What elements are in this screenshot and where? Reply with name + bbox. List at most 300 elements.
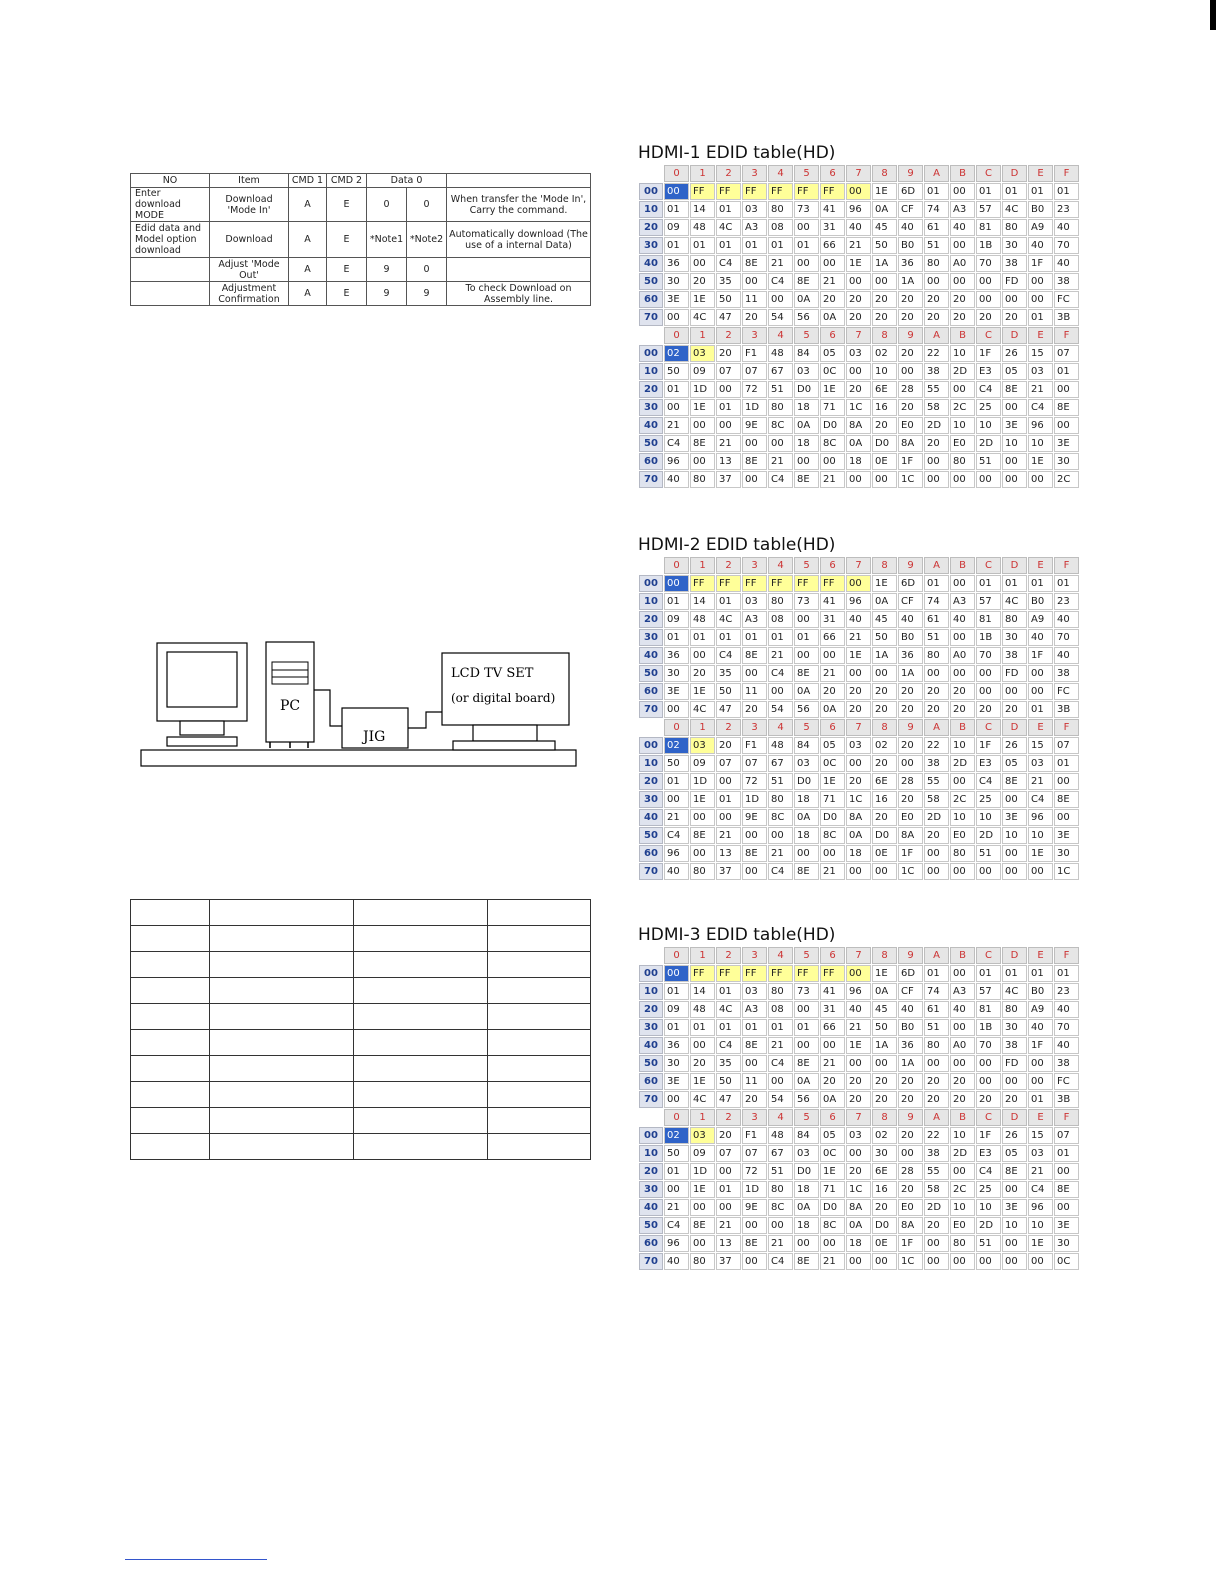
edid-column-header: 4: [768, 947, 793, 964]
edid-hex-cell: 01: [1028, 965, 1053, 982]
edid-row-header: 00: [639, 183, 663, 200]
edid-hex-cell: 00: [924, 471, 949, 488]
edid-hex-cell: 61: [924, 219, 949, 236]
edid-corner: [639, 327, 663, 344]
edid-column-header: B: [950, 327, 975, 344]
edid-hex-cell: 00: [690, 1199, 715, 1216]
edid-hex-cell: 4C: [716, 611, 741, 628]
edid-hex-cell: C4: [716, 255, 741, 272]
edid-data-row: [639, 201, 1079, 218]
edid-hex-cell: 01: [768, 629, 793, 646]
edid-hex-cell: 07: [742, 363, 767, 380]
edid-hex-cell: 21: [768, 845, 793, 862]
edid-hex-cell: 10: [976, 1199, 1001, 1216]
edid-hex-cell: 8E: [742, 1037, 767, 1054]
edid-hex-cell: 30: [872, 1145, 897, 1162]
edid-hex-cell: FF: [690, 183, 715, 200]
edid-hex-cell: 05: [820, 737, 845, 754]
edid-hex-cell: 80: [768, 1181, 793, 1198]
edid-hex-cell: 0A: [872, 201, 897, 218]
edid-column-header: C: [976, 327, 1001, 344]
edid-hex-cell: 10: [976, 809, 1001, 826]
edid-hex-cell: 8A: [846, 809, 871, 826]
edid-data-row: [639, 291, 1079, 308]
edid-hex-cell: 48: [690, 1001, 715, 1018]
edid-column-header: 7: [846, 1109, 871, 1126]
empty-grid-cell: [210, 1082, 354, 1108]
edid-hex-cell: 0A: [872, 593, 897, 610]
edid-hex-cell: 00: [742, 435, 767, 452]
edid-hex-cell: C4: [1028, 399, 1053, 416]
edid-row-header: 00: [639, 1127, 663, 1144]
empty-grid-cell: [131, 1056, 210, 1082]
edid-data-row: [639, 237, 1079, 254]
edid-column-header: 2: [716, 165, 741, 182]
edid-hex-cell: 01: [1002, 965, 1027, 982]
edid-hex-cell: 48: [768, 737, 793, 754]
edid-column-header: 5: [794, 165, 819, 182]
edid-hex-cell: 20: [898, 737, 923, 754]
edid-hex-cell: 21: [820, 863, 845, 880]
edid-hex-cell: 4C: [690, 701, 715, 718]
edid-hex-cell: 1E: [872, 575, 897, 592]
edid-hex-cell: 00: [976, 1055, 1001, 1072]
edid-data-row: [639, 1073, 1079, 1090]
edid-hex-cell: 00: [950, 273, 975, 290]
edid-hex-cell: 96: [1028, 417, 1053, 434]
edid-hex-cell: 00: [768, 1217, 793, 1234]
edid-hex-cell: FF: [768, 575, 793, 592]
edid-column-header: D: [1002, 947, 1027, 964]
empty-grid-table: [130, 899, 591, 1160]
edid-hex-cell: 00: [820, 255, 845, 272]
edid-hex-cell: 20: [690, 273, 715, 290]
edid-hex-cell: 1B: [976, 237, 1001, 254]
edid-hex-cell: 00: [872, 471, 897, 488]
edid-hex-cell: 00: [742, 1217, 767, 1234]
edid-hex-cell: 00: [924, 863, 949, 880]
edid-hex-cell: 00: [716, 1199, 741, 1216]
edid-hex-cell: 00: [690, 1037, 715, 1054]
edid-data-row: [639, 1253, 1079, 1270]
edid-data-row: [639, 345, 1079, 362]
edid-hex-cell: 58: [924, 791, 949, 808]
edid-column-header: A: [924, 1109, 949, 1126]
edid-row-header: 20: [639, 219, 663, 236]
edid-hex-cell: 80: [1002, 611, 1027, 628]
edid-hex-cell: 21: [846, 629, 871, 646]
edid-data-row: [639, 309, 1079, 326]
edid-hex-cell: 8C: [768, 417, 793, 434]
edid-title: HDMI-3 EDID table(HD): [638, 925, 836, 945]
edid-column-header: 6: [820, 719, 845, 736]
edid-hex-cell: 1C: [1054, 863, 1079, 880]
edid-hex-cell: 3E: [664, 683, 689, 700]
edid-row-header: 60: [639, 683, 663, 700]
empty-grid-cell: [354, 1056, 488, 1082]
edid-hex-cell: 1F: [898, 1235, 923, 1252]
edid-hex-cell: 07: [742, 1145, 767, 1162]
cell-cmd2: E: [327, 222, 367, 258]
edid-hex-cell: 20: [924, 701, 949, 718]
edid-hex-cell: 8E: [742, 647, 767, 664]
edid-hex-cell: 3E: [664, 1073, 689, 1090]
edid-hex-cell: 73: [794, 201, 819, 218]
edid-hex-cell: 00: [664, 1091, 689, 1108]
edid-hex-cell: 50: [664, 1145, 689, 1162]
edid-hex-cell: 38: [1054, 273, 1079, 290]
edid-hex-cell: 00: [820, 1037, 845, 1054]
edid-data-row: [639, 983, 1079, 1000]
edid-hex-cell: 21: [820, 1253, 845, 1270]
edid-hex-cell: 40: [1028, 237, 1053, 254]
edid-hex-cell: 14: [690, 201, 715, 218]
edid-hex-cell: D0: [794, 381, 819, 398]
edid-hex-cell: 0A: [794, 417, 819, 434]
edid-hex-cell: 74: [924, 593, 949, 610]
jig-tv-cable: [408, 712, 442, 728]
header-data0: Data 0: [367, 174, 447, 188]
edid-hex-cell: 00: [690, 255, 715, 272]
edid-hex-cell: 72: [742, 381, 767, 398]
edid-hex-cell: 10: [1002, 827, 1027, 844]
edid-hex-cell: 20: [898, 1181, 923, 1198]
edid-hex-cell: 30: [664, 273, 689, 290]
edid-hex-cell: 0A: [846, 1217, 871, 1234]
edid-row-header: 00: [639, 737, 663, 754]
edid-hex-cell: 48: [690, 611, 715, 628]
edid-column-header: 3: [742, 327, 767, 344]
edid-hex-cell: FF: [716, 965, 741, 982]
cell-cmd2: E: [327, 282, 367, 306]
edid-data-row: [639, 255, 1079, 272]
desk-base: [141, 750, 576, 766]
edid-hex-cell: 37: [716, 863, 741, 880]
edid-hex-cell: 10: [872, 363, 897, 380]
edid-hex-cell: 1E: [690, 1073, 715, 1090]
edid-hex-cell: 8E: [794, 1055, 819, 1072]
edid-hex-cell: 03: [742, 983, 767, 1000]
edid-column-header: F: [1054, 557, 1079, 574]
edid-hex-cell: 40: [1054, 219, 1079, 236]
edid-hex-cell: 1F: [976, 345, 1001, 362]
edid-hex-cell: 16: [872, 399, 897, 416]
edid-hex-cell: 07: [716, 363, 741, 380]
edid-hex-cell: 00: [950, 1019, 975, 1036]
edid-hex-cell: 8E: [742, 255, 767, 272]
cell-data-a: *Note1: [367, 222, 407, 258]
edid-data-row: [639, 827, 1079, 844]
edid-hex-cell: 1E: [872, 183, 897, 200]
edid-hex-cell: 1E: [846, 255, 871, 272]
edid-hex-cell: 01: [664, 629, 689, 646]
edid-hex-cell: E0: [950, 1217, 975, 1234]
edid-hex-cell: 31: [820, 1001, 845, 1018]
edid-data-row: [639, 593, 1079, 610]
edid-hex-cell: 1E: [1028, 845, 1053, 862]
edid-hex-cell: 8A: [898, 827, 923, 844]
edid-column-header: 4: [768, 557, 793, 574]
edid-hex-cell: 9E: [742, 1199, 767, 1216]
edid-column-header: 2: [716, 947, 741, 964]
edid-title: HDMI-2 EDID table(HD): [638, 535, 836, 555]
edid-hex-cell: 40: [1028, 1019, 1053, 1036]
edid-hex-cell: 6D: [898, 965, 923, 982]
edid-hex-cell: 57: [976, 983, 1001, 1000]
edid-hex-cell: 10: [950, 1127, 975, 1144]
edid-hex-cell: 96: [664, 845, 689, 862]
edid-hex-cell: 15: [1028, 1127, 1053, 1144]
empty-grid-cell: [354, 900, 488, 926]
edid-hex-cell: 00: [872, 273, 897, 290]
edid-hex-cell: 1E: [690, 291, 715, 308]
edid-hex-cell: 71: [820, 1181, 845, 1198]
empty-grid-cell: [131, 1134, 210, 1160]
edid-hex-cell: 00: [872, 665, 897, 682]
edid-hex-cell: 00: [820, 453, 845, 470]
edid-hex-cell: 70: [976, 255, 1001, 272]
edid-hex-cell: 30: [1002, 1019, 1027, 1036]
edid-hex-cell: 21: [716, 1217, 741, 1234]
header-item: Item: [210, 174, 289, 188]
edid-column-header: 9: [898, 719, 923, 736]
edid-hex-cell: 6E: [872, 381, 897, 398]
edid-hex-cell: 05: [1002, 1145, 1027, 1162]
edid-hex-cell: 40: [898, 611, 923, 628]
edid-hex-cell: 20: [742, 701, 767, 718]
edid-hex-cell: 0A: [794, 1199, 819, 1216]
empty-grid-cell: [131, 900, 210, 926]
edid-hex-cell: 00: [1054, 773, 1079, 790]
edid-hex-cell: 40: [664, 1253, 689, 1270]
edid-hex-cell: 40: [1054, 611, 1079, 628]
edid-hex-cell: 21: [1028, 1163, 1053, 1180]
edid-row-header: 30: [639, 1181, 663, 1198]
edid-hex-cell: 56: [794, 1091, 819, 1108]
edid-hex-cell: 00: [664, 701, 689, 718]
edid-hex-cell: 2C: [950, 399, 975, 416]
edid-hex-cell: 38: [1002, 255, 1027, 272]
edid-hex-cell: 18: [794, 1217, 819, 1234]
edid-hex-cell: 58: [924, 1181, 949, 1198]
edid-hex-cell: 20: [950, 309, 975, 326]
edid-hex-cell: 00: [950, 381, 975, 398]
edid-hex-cell: 20: [846, 1091, 871, 1108]
edid-hex-cell: 00: [846, 755, 871, 772]
edid-column-header: D: [1002, 557, 1027, 574]
edid-hex-cell: 00: [976, 1073, 1001, 1090]
edid-hex-cell: A0: [950, 1037, 975, 1054]
edid-hex-cell: 84: [794, 737, 819, 754]
edid-hex-cell: 20: [846, 1163, 871, 1180]
edid-row-header: 20: [639, 611, 663, 628]
edid-hex-cell: 3E: [1002, 809, 1027, 826]
cell-item: Download: [210, 222, 289, 258]
edid-hex-cell: 10: [1028, 1217, 1053, 1234]
edid-hex-cell: 1E: [690, 791, 715, 808]
edid-row-header: 60: [639, 1235, 663, 1252]
edid-hex-cell: 8E: [794, 863, 819, 880]
edid-column-header-row: [639, 1109, 1079, 1126]
edid-hex-cell: 21: [768, 453, 793, 470]
edid-hex-cell: A9: [1028, 1001, 1053, 1018]
edid-hex-cell: 80: [768, 201, 793, 218]
edid-hex-cell: 20: [976, 1091, 1001, 1108]
edid-data-row: [639, 1001, 1079, 1018]
empty-grid-cell: [488, 952, 591, 978]
edid-hex-cell: 00: [794, 611, 819, 628]
edid-hex-cell: 25: [976, 1181, 1001, 1198]
edid-hex-cell: 00: [1028, 273, 1053, 290]
edid-hex-cell: 1D: [742, 1181, 767, 1198]
edid-hex-cell: 00: [794, 1001, 819, 1018]
edid-hex-cell: 50: [716, 1073, 741, 1090]
edid-hex-cell: 00: [846, 665, 871, 682]
edid-hex-cell: 0A: [794, 291, 819, 308]
edid-hex-cell: 40: [950, 611, 975, 628]
edid-hex-cell: 8C: [820, 827, 845, 844]
edid-hex-cell: 03: [742, 593, 767, 610]
edid-hex-cell: 40: [1054, 647, 1079, 664]
edid-row-header: 50: [639, 665, 663, 682]
edid-hex-cell: 01: [1054, 965, 1079, 982]
edid-column-header: A: [924, 165, 949, 182]
edid-hex-cell: 00: [742, 1253, 767, 1270]
edid-hex-cell: 00: [976, 863, 1001, 880]
edid-column-header: 6: [820, 557, 845, 574]
edid-hex-cell: 00: [846, 575, 871, 592]
edid-hex-cell: B0: [898, 629, 923, 646]
edid-data-row: [639, 435, 1079, 452]
edid-hex-cell: 66: [820, 237, 845, 254]
edid-hex-cell: 21: [846, 1019, 871, 1036]
edid-hex-cell: 21: [846, 237, 871, 254]
edid-hex-cell: 00: [742, 665, 767, 682]
edid-data-row: [639, 1091, 1079, 1108]
edid-hex-cell: 00: [846, 1055, 871, 1072]
edid-hex-cell: A3: [950, 983, 975, 1000]
edid-hex-cell: 00: [820, 1235, 845, 1252]
empty-grid-row: [131, 1134, 591, 1160]
edid-hex-cell: 3E: [1054, 1217, 1079, 1234]
edid-hex-cell: 51: [976, 845, 1001, 862]
edid-hex-cell: 1C: [898, 863, 923, 880]
edid-hex-cell: 21: [768, 647, 793, 664]
edid-hex-cell: 2D: [924, 417, 949, 434]
edid-hex-cell: FF: [794, 965, 819, 982]
edid-hex-cell: 50: [664, 363, 689, 380]
edid-hex-cell: 20: [846, 309, 871, 326]
edid-hex-cell: E0: [950, 827, 975, 844]
edid-hex-cell: 01: [1054, 183, 1079, 200]
cell-no: [131, 282, 210, 306]
edid-hex-cell: 21: [768, 255, 793, 272]
edid-column-header: 5: [794, 557, 819, 574]
edid-hex-cell: 1F: [898, 453, 923, 470]
edid-hex-cell: 41: [820, 593, 845, 610]
empty-grid-row: [131, 1082, 591, 1108]
empty-grid-row: [131, 926, 591, 952]
edid-hex-cell: 01: [664, 1019, 689, 1036]
edid-hex-cell: 00: [1028, 665, 1053, 682]
edid-hex-cell: 20: [716, 1127, 741, 1144]
edid-hex-cell: 00: [976, 1253, 1001, 1270]
empty-grid-cell: [210, 900, 354, 926]
edid-column-header: B: [950, 719, 975, 736]
edid-column-header: D: [1002, 1109, 1027, 1126]
edid-data-row: [639, 363, 1079, 380]
edid-hex-cell: 00: [768, 683, 793, 700]
edid-hex-cell: FF: [820, 575, 845, 592]
edid-hex-cell: 26: [1002, 345, 1027, 362]
edid-hex-cell: 3E: [1054, 435, 1079, 452]
edid-hex-cell: 10: [1028, 827, 1053, 844]
edid-hex-cell: 47: [716, 701, 741, 718]
edid-hex-cell: 20: [820, 683, 845, 700]
edid-hex-cell: 21: [664, 1199, 689, 1216]
edid-data-row: [639, 1199, 1079, 1216]
edid-hex-cell: F1: [742, 345, 767, 362]
edid-hex-cell: 80: [924, 1037, 949, 1054]
edid-hex-cell: 37: [716, 1253, 741, 1270]
edid-hex-cell: 0C: [820, 755, 845, 772]
edid-hex-cell: 38: [924, 363, 949, 380]
edid-hex-cell: 07: [716, 1145, 741, 1162]
edid-hex-cell: 74: [924, 983, 949, 1000]
edid-corner: [639, 165, 663, 182]
edid-hex-cell: 01: [716, 1019, 741, 1036]
edid-column-header: E: [1028, 327, 1053, 344]
edid-hex-cell: 2D: [950, 755, 975, 772]
cell-no: Enter download MODE: [131, 188, 210, 222]
edid-row-header: 20: [639, 381, 663, 398]
edid-column-header: 1: [690, 1109, 715, 1126]
edid-row-header: 10: [639, 755, 663, 772]
edid-hex-cell: 20: [872, 755, 897, 772]
edid-hex-cell: FF: [690, 575, 715, 592]
edid-hex-cell: 01: [664, 237, 689, 254]
edid-hex-cell: 13: [716, 845, 741, 862]
edid-hex-cell: 0A: [794, 1073, 819, 1090]
edid-hex-cell: 70: [1054, 237, 1079, 254]
edid-hex-cell: 6E: [872, 773, 897, 790]
edid-hex-cell: 00: [664, 791, 689, 808]
edid-hex-cell: 0E: [872, 1235, 897, 1252]
edid-hex-cell: 0A: [872, 983, 897, 1000]
edid-hex-cell: 01: [794, 629, 819, 646]
edid-hex-cell: 18: [794, 399, 819, 416]
edid-hex-cell: 20: [742, 309, 767, 326]
edid-hex-cell: 20: [846, 701, 871, 718]
edid-column-header: E: [1028, 947, 1053, 964]
edid-hex-cell: 01: [716, 983, 741, 1000]
edid-hex-cell: CF: [898, 201, 923, 218]
edid-data-row: [639, 273, 1079, 290]
edid-column-header: 7: [846, 327, 871, 344]
edid-row-header: 10: [639, 201, 663, 218]
edid-hex-cell: 1C: [846, 791, 871, 808]
edid-hex-cell: 00: [846, 863, 871, 880]
edid-hex-cell: 1A: [872, 255, 897, 272]
edid-hex-cell: 03: [690, 1127, 715, 1144]
edid-data-row: [639, 381, 1079, 398]
edid-hex-cell: 09: [690, 1145, 715, 1162]
edid-column-header: C: [976, 1109, 1001, 1126]
edid-row-header: 30: [639, 237, 663, 254]
edid-hex-cell: 21: [1028, 381, 1053, 398]
edid-hex-cell: 01: [794, 237, 819, 254]
hdmi2-edid-block: [638, 534, 1080, 881]
